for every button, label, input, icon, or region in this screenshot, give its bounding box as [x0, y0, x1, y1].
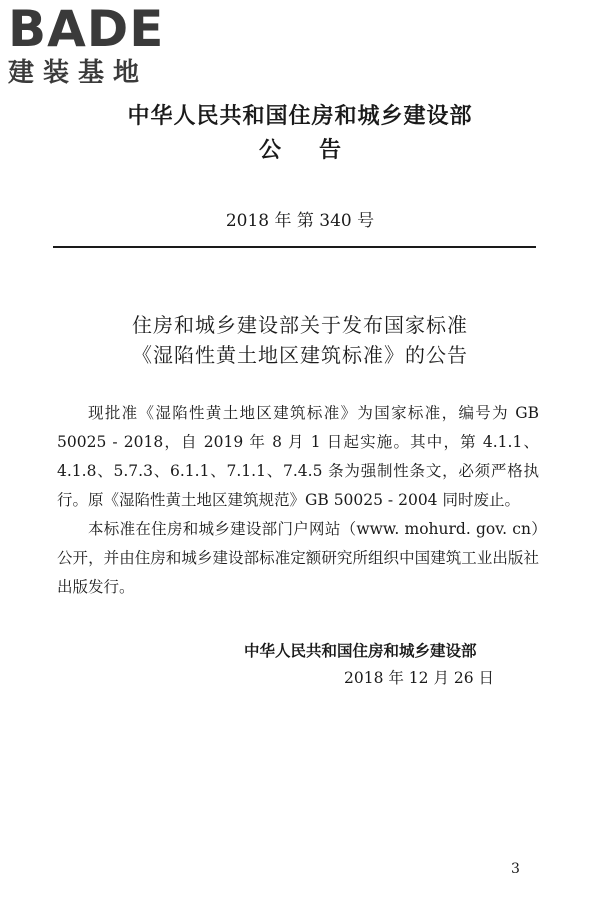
issuer-heading: 中华人民共和国住房和城乡建设部	[127, 104, 473, 129]
brand-logo-subtitle: 建装基地	[8, 58, 149, 88]
signing-authority: 中华人民共和国住房和城乡建设部	[244, 642, 477, 660]
page-number: 3	[511, 861, 520, 877]
announcement-title-line-2: 《湿陷性黄土地区建筑标准》的公告	[132, 343, 468, 367]
body-paragraph-1: 现批准《湿陷性黄土地区建筑标准》为国家标准，编号为 GB 50025 - 2018，自 2019 年 8 月 1 日起实施。其中，第 4.1.1、4.1.8、5.7.3、6.1.1、7.1.1、7.4.5 条为强制性条文，必须严格执行。原《湿陷性黄土地区建筑规范》GB 50025 - 2004 同时废止。	[57, 404, 539, 509]
announcement-body	[57, 399, 539, 602]
announcement-title-line-1: 住房和城乡建设部关于发布国家标准	[132, 313, 468, 337]
document-number: 2018 年 第 340 号	[225, 211, 375, 231]
document-type-heading: 公告	[258, 138, 379, 163]
body-paragraph-2: 本标准在住房和城乡建设部门户网站（www. mohurd. gov. cn）公开，并由住房和城乡建设部标准定额研究所组织中国建筑工业出版社出版发行。	[57, 520, 539, 596]
brand-logo	[8, 0, 176, 88]
brand-logo-wordmark: BADE	[8, 0, 165, 58]
header-divider	[53, 246, 536, 248]
signing-date: 2018 年 12 月 26 日	[344, 669, 495, 687]
announcement-title	[0, 310, 600, 370]
